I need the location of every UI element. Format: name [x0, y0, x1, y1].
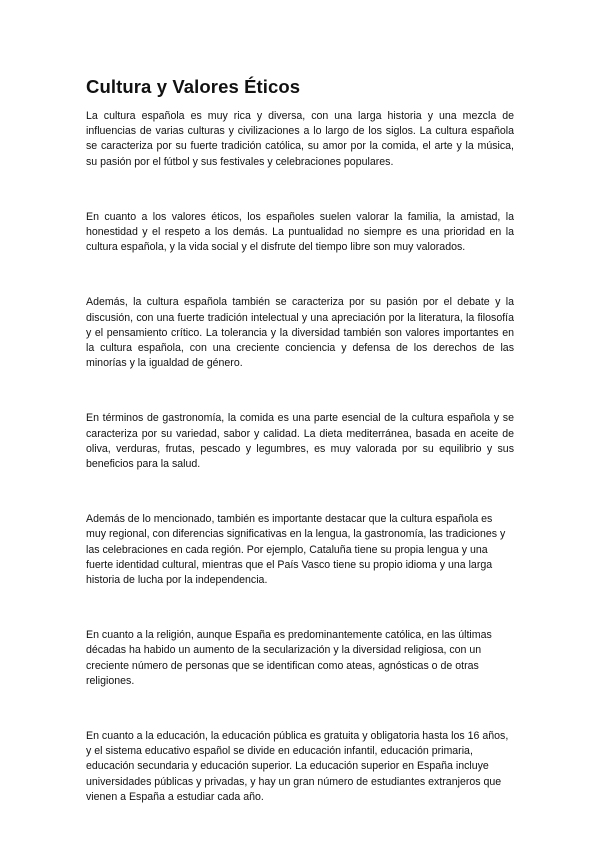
document-page — [86, 74, 514, 845]
paragraph-gastronomy: En términos de gastronomía, la comida es una parte esencial de la cultura española y se caracteriza por su variedad, sabor y calidad. La dieta mediterránea, basada en aceite de oliva, verduras, frutas, pescado y legumbres, es muy valorada por su equilibrio y sus beneficios para la salud. — [86, 412, 514, 471]
paragraph-education: En cuanto a la educación, la educación pública es gratuita y obligatoria hasta los 16 años, y el sistema educativo español se divide en educación infantil, educación primaria, educación secundaria y educación superior. La educación superior en España incluye universidades públicas y privadas, y hay un gran número de estudiantes extranjeros que vienen a España a estudiar cada año. — [86, 730, 509, 803]
paragraph-debate-tolerance: Además, la cultura española también se caracteriza por su pasión por el debate y la discusión, con una fuerte tradición intelectual y una apreciación por la literatura, la filosofía y el pensamiento crítico. La tolerancia y la diversidad también son valores importantes en la cultura española, con una creciente conciencia y defensa de los derechos de las minorías y la igualdad de género. — [86, 296, 514, 370]
paragraph-ethical-values: En cuanto a los valores éticos, los españoles suelen valorar la familia, la amistad, la honestidad y el respeto a los demás. La puntualidad no siempre es una prioridad en la cultura española, y la vida social y el disfrute del tiempo libre son muy valorados. — [86, 210, 514, 254]
paragraph-spanish-culture: La cultura española es muy rica y diversa, con una larga historia y una mezcla de influencias de varias culturas y civilizaciones a lo largo de los siglos. La cultura española se caracteriza por su fuerte tradición católica, su amor por la comida, el arte y la música, su pasión por el fútbol y sus festivales y celebraciones populares. — [86, 110, 514, 168]
paragraph-regional-diversity: Además de lo mencionado, también es importante destacar que la cultura española es muy regional, con diferencias significativas en la lengua, la gastronomía, las tradiciones y las celebraciones en cada región. Por ejemplo, Cataluña tiene su propia lengua y una fuerte identidad cultural, mientras que el País Vasco tiene su propio idioma y una larga historia de lucha por la independencia. — [86, 513, 506, 587]
paragraph-religion: En cuanto a la religión, aunque España es predominantemente católica, en las últimas décadas ha habido un aumento de la secularización y la diversidad religiosa, con un creciente número de personas que se identifican como ateas, agnósticas o de otras religiones. — [86, 629, 492, 687]
page-title: Cultura y Valores Éticos — [86, 76, 301, 97]
